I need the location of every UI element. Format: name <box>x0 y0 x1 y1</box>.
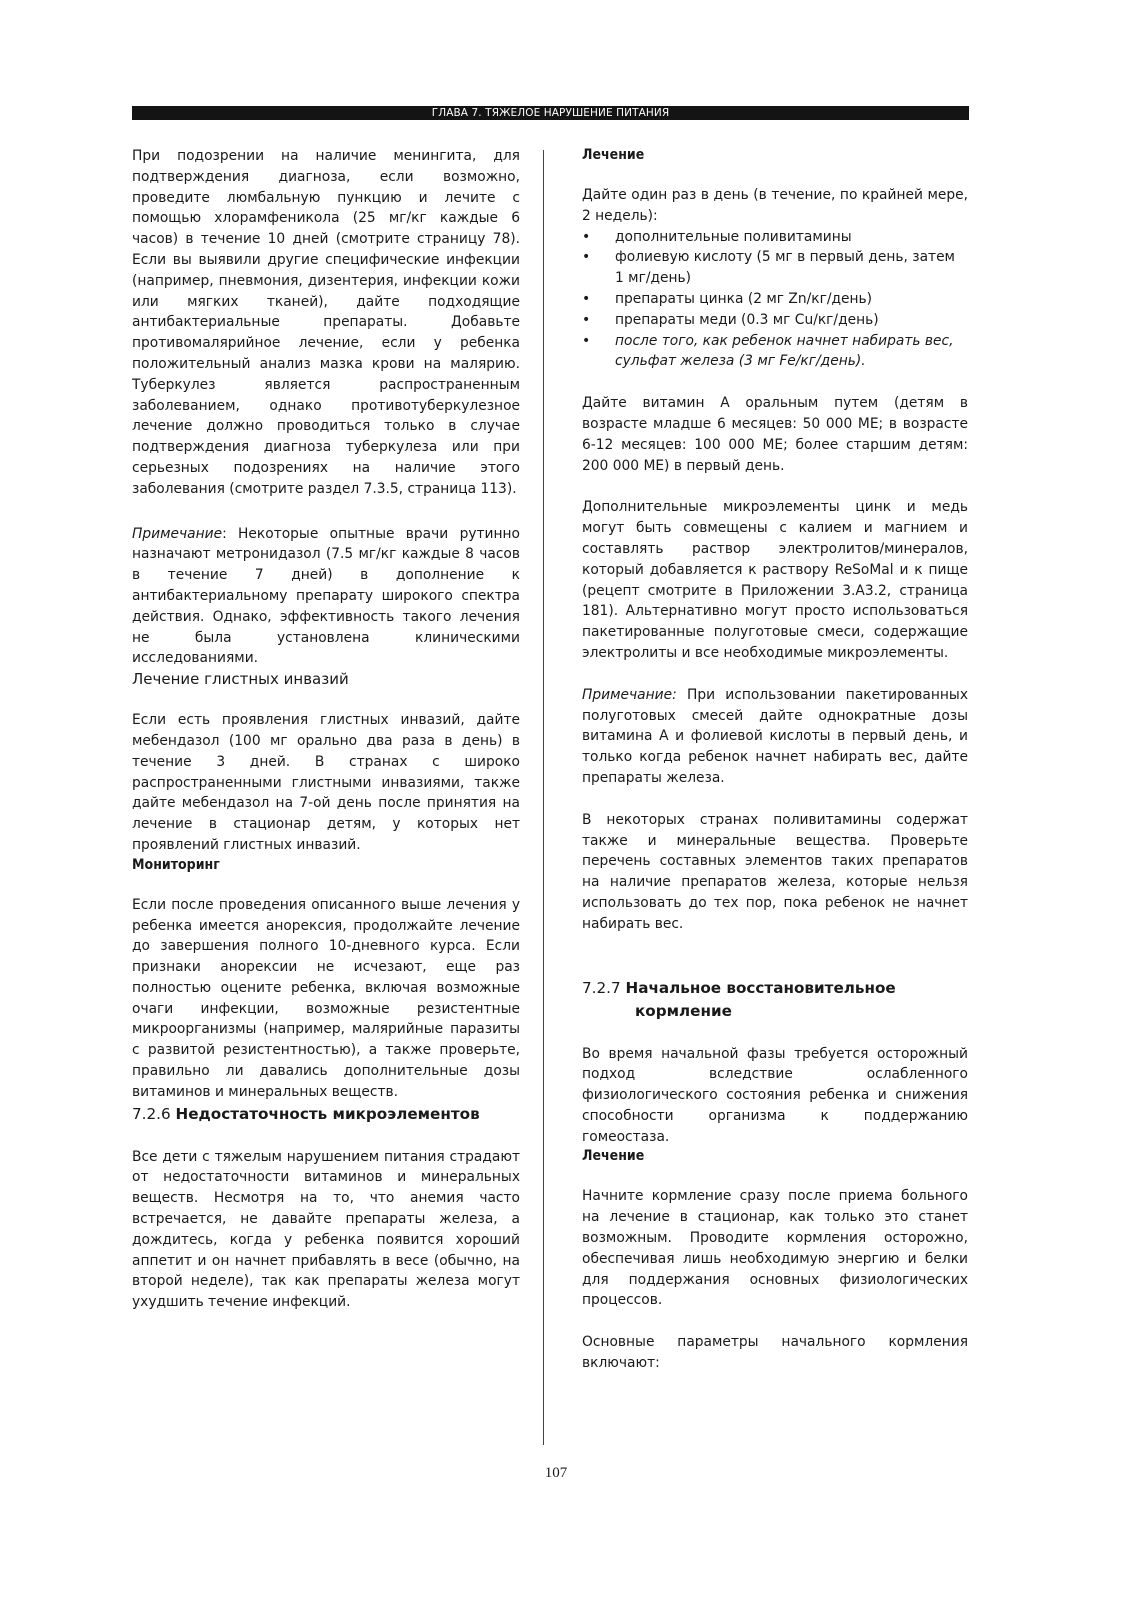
chapter-header: ГЛАВА 7. ТЯЖЕЛОЕ НАРУШЕНИЕ ПИТАНИЯ <box>132 106 969 120</box>
section-726-number: 7.2.6 <box>132 1104 176 1123</box>
initial-phase-paragraph: Во время начальной фазы требуется осторожный подход вследствие ослабленного физиологического состояния ребенка и снижения способности организма к поддержанию гомеостаза. <box>582 1045 968 1145</box>
worms-heading: Лечение глистных инвазий <box>132 670 349 689</box>
section-727-title-line2: кормление <box>635 1001 732 1020</box>
section-727-number: 7.2.7 <box>582 978 626 997</box>
section-727-heading <box>582 977 968 1023</box>
monitoring-paragraph: Если после проведения описанного выше лечения у ребенка имеется анорексия, продолжайте лечение до завершения полного 10-дневного курса. Если признаки анорексии не исчезают, еще раз полностью оцените ребенка, включая возможные очаги инфекции, возможные резистентные микроорганизмы (например, малярийные паразиты с развитой резистентностью), а также проверьте, правильно ли давались дополнительные дозы витаминов и минеральных веществ. <box>132 896 520 1100</box>
monitoring-heading: Мониторинг <box>132 856 220 873</box>
note-label: Примечание <box>132 525 223 542</box>
microelements-paragraph: Дополнительные микроэлементы цинк и медь могут быть совмещены с калием и магнием и составлять раствор электролитов/минералов, который добавляется к раствору ReSoMal и к пище (рецепт смотрите в Приложении 3.А3.2, страница 181). Альтернативно могут просто использоваться пакетированные полуготовые смеси, содержащие электролиты и все необходимые микроэлементы. <box>582 499 968 661</box>
left-column <box>132 146 520 1313</box>
daily-intro-paragraph: Дайте один раз в день (в течение, по крайней мере, 2 недель): <box>582 187 968 224</box>
worms-paragraph: Если есть проявления глистных инвазий, дайте мебендазол (100 мг орально два раза в день) в течение 3 дней. В странах с широко распространенными глистными инвазиями, также дайте мебендазол на 7-ой день после принятия на лечение в стационар детям, у которых нет проявлений глистных инвазий. <box>132 712 520 853</box>
countries-paragraph: В некоторых странах поливитамины содержат также и минеральные вещества. Проверьте перечень составных элементов таких препаратов на наличие препаратов железа, которые нельзя использовать до тех пор, пока ребенок не начнет набирать вес. <box>582 811 968 932</box>
note-text: : Некоторые опытные врачи рутинно назначают метронидазол (7.5 мг/кг каждые 8 часов в течение 7 дней) в дополнение к антибактериальному препарату широкого спектра действия. Однако, эффективность такого лечения не была установлена клиническими исследованиями. <box>132 525 520 667</box>
list-item: • препараты цинка (2 мг Zn/кг/день) <box>582 289 968 310</box>
section-727-title-line1: Начальное восстановительное <box>625 978 896 997</box>
page-number: 107 <box>544 1465 568 1481</box>
note-label: Примечание: <box>582 686 677 703</box>
meningitis-paragraph: При подозрении на наличие менингита, для подтверждения диагноза, если возможно, проведите люмбальную пункцию и лечите с помощью хлорамфеникола (25 мг/кг каждые 6 часов) в течение 10 дней (смотрите страницу 78). Если вы выявили другие специфические инфекции (например, пневмония, дизентерия, инфекции кожи или мягких тканей), дайте подходящие антибактериальные препараты. Добавьте противомалярийное лечение, если у ребенка положительный анализ мазка крови на малярию. Туберкулез является распространенным заболеванием, однако противотуберкулезное лечение должно проводиться только в случае подтверждения диагноза туберкулеза или при серьезных подозрениях на наличие этого заболевания (смотрите раздел 7.3.5, страница 113). <box>132 148 520 497</box>
list-item-rest: сульфат железа (3 мг Fe/кг/день). <box>615 353 866 370</box>
parameters-paragraph: Основные параметры начального кормления включают: <box>582 1334 968 1372</box>
list-item: • дополнительные поливитамины <box>582 227 968 248</box>
note-paragraph <box>132 524 520 670</box>
feeding-paragraph: Начните кормление сразу после приема больного на лечение в стационар, как только это станет возможным. Проводите кормления осторожно, обеспечивая лишь необходимую энергию и белки для поддержания основных физиологических процессов. <box>582 1188 968 1309</box>
supplement-list <box>582 227 968 373</box>
list-item: • препараты меди (0.3 мг Cu/кг/день) <box>582 310 968 331</box>
vitamin-a-paragraph: Дайте витамин А оральным путем (детям в возрасте младше 6 месяцев: 50 000 МЕ; в возрасте 6-12 месяцев: 100 000 МЕ; более старшим детям: 200 000 МЕ) в первый день. <box>582 395 968 474</box>
treatment-heading-2: Лечение <box>582 1148 645 1165</box>
note-paragraph <box>582 685 968 789</box>
section-726-heading <box>132 1103 520 1126</box>
list-item: • фолиевую кислоту (5 мг в первый день, затем 1 мг/день) <box>582 247 968 289</box>
section-726-title: Недостаточность микроэлементов <box>175 1104 480 1123</box>
column-divider <box>543 150 544 1445</box>
list-item <box>582 331 968 373</box>
section-726-paragraph: Все дети с тяжелым нарушением питания страдают от недостаточности витаминов и минеральных веществ. Несмотря на то, что анемия часто встречается, не давайте препараты железа, а дождитесь, когда у ребенка появится хороший аппетит и он начнет прибавлять в весе (обычно, на второй неделе), так как препараты железа могут ухудшить течение инфекций. <box>132 1148 520 1311</box>
list-item-italic: после того, как ребенок начнет набирать вес, <box>615 332 954 349</box>
note-text: При использовании пакетированных полуготовых смесей дайте однократные дозы витамина А и фолиевой кислоты в первый день, и только когда ребенок начнет набирать вес, дайте препараты железа. <box>582 686 968 786</box>
treatment-heading: Лечение <box>582 147 645 163</box>
right-column <box>582 146 968 1374</box>
